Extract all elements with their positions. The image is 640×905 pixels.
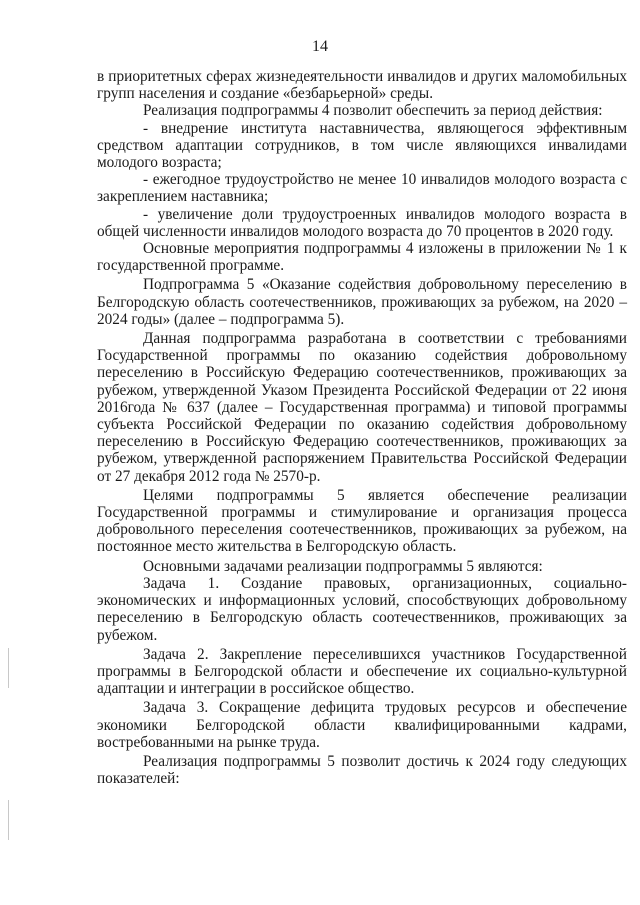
paragraph: Целями подпрограммы 5 является обеспечение реализации Государственной программы и стимулирование и организация процесса добровольного переселения соотечественников, проживающих за рубежом, на постоянное место жительства в Белгородскую область. xyxy=(97,486,627,556)
margin-scan-mark xyxy=(8,800,9,840)
paragraph: Основные мероприятия подпрограммы 4 изложены в приложении № 1 к государственной программе. xyxy=(97,240,627,275)
paragraph: Данная подпрограмма разработана в соответствии с требованиями Государственной программы по оказанию содействия добровольному переселению в Российскую Федерацию соотечественников, проживающих за рубежом, утвержденной Указом Президента Российской Федерации от 22 июня 2016года № 637 (далее – Государственная программа) и типовой программы субъекта Российской Федерации по оказанию содействия добровольному переселению в Российскую Федерацию соотечественников, проживающих за рубежом, утвержденной распоряжением Правительства Российской Федерации от 27 декабря 2012 года № 2570-р. xyxy=(97,330,627,485)
paragraph: Реализация подпрограммы 4 позволит обеспечить за период действия: xyxy=(143,102,603,120)
task-paragraph: Задача 2. Закрепление переселившихся участников Государственной программы в Белгородской области и обеспечение их социально-культурной адаптации и интеграции в российское общество. xyxy=(97,645,627,698)
list-item: - внедрение института наставничества, являющегося эффективным средством адаптации сотрудников, в том числе являющихся инвалидами молодого возраста; xyxy=(97,119,627,172)
list-item: - увеличение доли трудоустроенных инвалидов молодого возраста в общей численности инвалидов молодого возраста до 70 процентов в 2020 году. xyxy=(97,205,627,240)
paragraph: Реализация подпрограммы 5 позволит достичь к 2024 году следующих показателей: xyxy=(97,752,627,788)
document-body xyxy=(97,68,627,789)
task-paragraph: Задача 1. Создание правовых, организационных, социально-экономических и информационных условий, способствующих добровольному переселению в Белгородскую область соотечественников, проживающих за рубежом. xyxy=(97,574,627,644)
task-paragraph: Задача 3. Сокращение дефицита трудовых ресурсов и обеспечение экономики Белгородской области квалифицированными кадрами, востребованными на рынке труда. xyxy=(97,699,627,751)
list-item: - ежегодное трудоустройство не менее 10 инвалидов молодого возраста с закреплением наставника; xyxy=(97,171,627,206)
paragraph: в приоритетных сферах жизнедеятельности инвалидов и других маломобильных групп населения и создание «безбарьерной» среды. xyxy=(97,68,627,103)
page-number: 14 xyxy=(312,38,328,55)
paragraph: Основными задачами реализации подпрограммы 5 являются: xyxy=(143,557,543,575)
margin-scan-mark xyxy=(8,648,9,688)
paragraph: Подпрограмма 5 «Оказание содействия добровольному переселению в Белгородскую область соотечественников, проживающих за рубежом, на 2020 – 2024 годы» (далее – подпрограмма 5). xyxy=(97,276,627,328)
